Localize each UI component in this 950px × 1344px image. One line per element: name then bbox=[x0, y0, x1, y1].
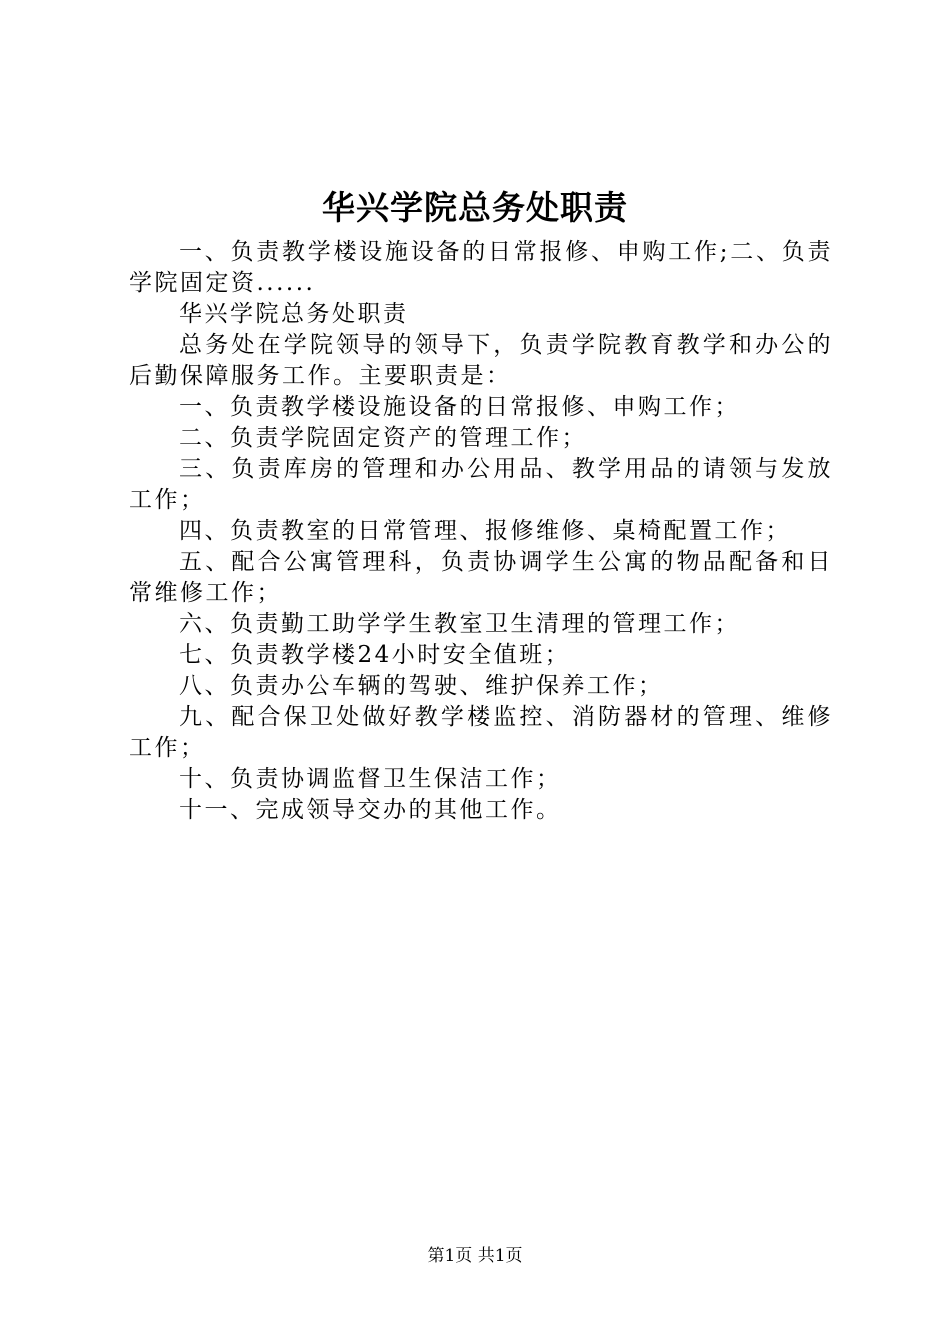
duty-item-9: 九、配合保卫处做好教学楼监控、消防器材的管理、维修工作； bbox=[129, 704, 833, 761]
page-footer: 第1页 共1页 bbox=[427, 1246, 523, 1266]
duty-item-5: 五、配合公寓管理科，负责协调学生公寓的物品配备和日常维修工作； bbox=[129, 549, 833, 606]
duty-item-2: 二、负责学院固定资产的管理工作； bbox=[179, 425, 587, 451]
duty-item-6: 六、负责勤工助学学生教室卫生清理的管理工作； bbox=[179, 611, 740, 637]
duty-item-8: 八、负责办公车辆的驾驶、维护保养工作； bbox=[179, 673, 664, 699]
duty-item-11: 十一、完成领导交办的其他工作。 bbox=[179, 797, 562, 823]
duty-item-3: 三、负责库房的管理和办公用品、教学用品的请领与发放工作； bbox=[129, 456, 833, 513]
paragraph-overview: 总务处在学院领导的领导下，负责学院教育教学和办公的后勤保障服务工作。主要职责是： bbox=[129, 332, 833, 389]
document-body bbox=[129, 237, 833, 826]
duty-item-1: 一、负责教学楼设施设备的日常报修、申购工作； bbox=[179, 394, 740, 420]
duty-item-10: 十、负责协调监督卫生保洁工作； bbox=[179, 766, 562, 792]
duty-item-7: 七、负责教学楼24小时安全值班； bbox=[179, 642, 571, 668]
paragraph-subtitle: 华兴学院总务处职责 bbox=[179, 301, 409, 327]
page-title: 华兴学院总务处职责 bbox=[322, 188, 628, 227]
duty-item-4: 四、负责教室的日常管理、报修维修、桌椅配置工作； bbox=[179, 518, 791, 544]
paragraph-intro-excerpt: 一、负责教学楼设施设备的日常报修、申购工作;二、负责学院固定资...... bbox=[129, 239, 833, 296]
